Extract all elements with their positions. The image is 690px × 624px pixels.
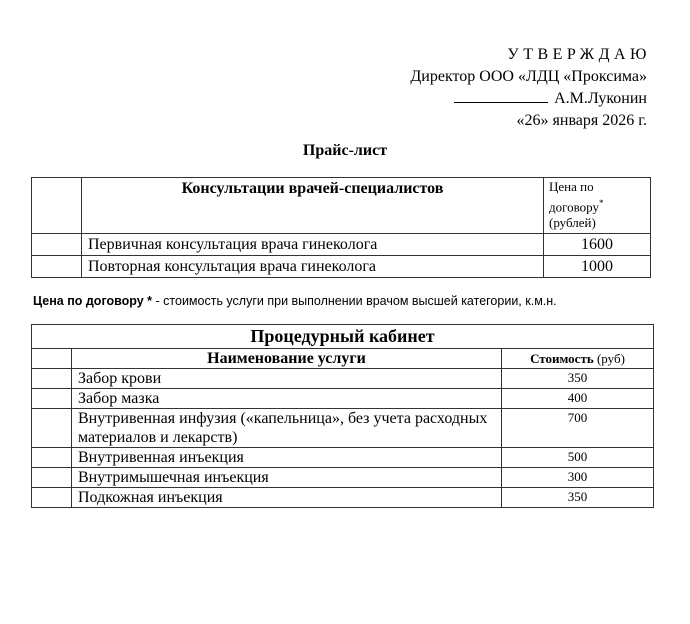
procedures-section-title: Процедурный кабинет bbox=[32, 325, 654, 349]
row-number bbox=[32, 488, 72, 508]
service-name: Внутривенная инъекция bbox=[72, 448, 502, 468]
row-number bbox=[32, 448, 72, 468]
price-note-text: - стоимость услуги при выполнении врачом высшей категории, к.м.н. bbox=[155, 294, 557, 308]
service-name: Повторная консультация врача гинеколога bbox=[82, 256, 544, 278]
service-cost: 300 bbox=[502, 468, 654, 488]
service-name: Забор крови bbox=[72, 369, 502, 389]
price-header-line3: (рублей) bbox=[549, 215, 596, 231]
table-header-row bbox=[32, 178, 651, 234]
cost-header-unit: (руб) bbox=[593, 351, 625, 366]
row-number bbox=[32, 468, 72, 488]
service-cost: 350 bbox=[502, 369, 654, 389]
director-line: Директор ООО «ЛДЦ «Проксима» bbox=[410, 68, 647, 85]
section-title-row bbox=[32, 325, 654, 349]
table-row bbox=[32, 389, 654, 409]
service-name: Внутримышечная инъекция bbox=[72, 468, 502, 488]
price-header-mark: * bbox=[599, 198, 604, 208]
table-row bbox=[32, 369, 654, 389]
approval-heading: УТВЕРЖДАЮ bbox=[507, 46, 651, 63]
approval-block bbox=[410, 44, 651, 132]
row-number bbox=[32, 256, 82, 278]
service-name: Подкожная инъекция bbox=[72, 488, 502, 508]
number-column-header bbox=[32, 178, 82, 234]
service-name: Внутривенная инфузия («капельница», без учета расходных материалов и лекарств) bbox=[72, 409, 502, 448]
row-number bbox=[32, 369, 72, 389]
price-header-line2 bbox=[549, 195, 646, 215]
table-row bbox=[32, 256, 651, 278]
table-row bbox=[32, 234, 651, 256]
price-header-line1: Цена по bbox=[549, 179, 594, 194]
consultations-table bbox=[31, 177, 651, 278]
name-column-header: Наименование услуги bbox=[72, 349, 502, 369]
row-number bbox=[32, 234, 82, 256]
price-note bbox=[33, 294, 557, 308]
consultations-header: Консультации врачей-специалистов bbox=[82, 178, 544, 234]
service-cost: 700 bbox=[502, 409, 654, 448]
price-header-text: договору bbox=[549, 199, 600, 215]
price-note-bold: Цена по договору * bbox=[33, 294, 156, 308]
row-number bbox=[32, 389, 72, 409]
signer-name: А.М.Луконин bbox=[554, 90, 647, 107]
cost-header-bold: Стоимость bbox=[530, 351, 594, 366]
table-header-row bbox=[32, 349, 654, 369]
approval-date: «26» января 2026 г. bbox=[516, 112, 647, 129]
procedures-table bbox=[31, 324, 654, 508]
table-row bbox=[32, 488, 654, 508]
signature-line bbox=[410, 88, 647, 110]
table-row bbox=[32, 409, 654, 448]
cost-column-header bbox=[502, 349, 654, 369]
price-column-header bbox=[544, 178, 651, 234]
service-name: Первичная консультация врача гинеколога bbox=[82, 234, 544, 256]
table-row bbox=[32, 468, 654, 488]
service-price: 1600 bbox=[544, 234, 651, 256]
page-title: Прайс-лист bbox=[302, 142, 388, 159]
table-row bbox=[32, 448, 654, 468]
row-number bbox=[32, 409, 72, 448]
service-cost: 350 bbox=[502, 488, 654, 508]
signature-blank bbox=[454, 88, 548, 103]
number-column-header bbox=[32, 349, 72, 369]
service-price: 1000 bbox=[544, 256, 651, 278]
service-cost: 400 bbox=[502, 389, 654, 409]
service-cost: 500 bbox=[502, 448, 654, 468]
service-name: Забор мазка bbox=[72, 389, 502, 409]
